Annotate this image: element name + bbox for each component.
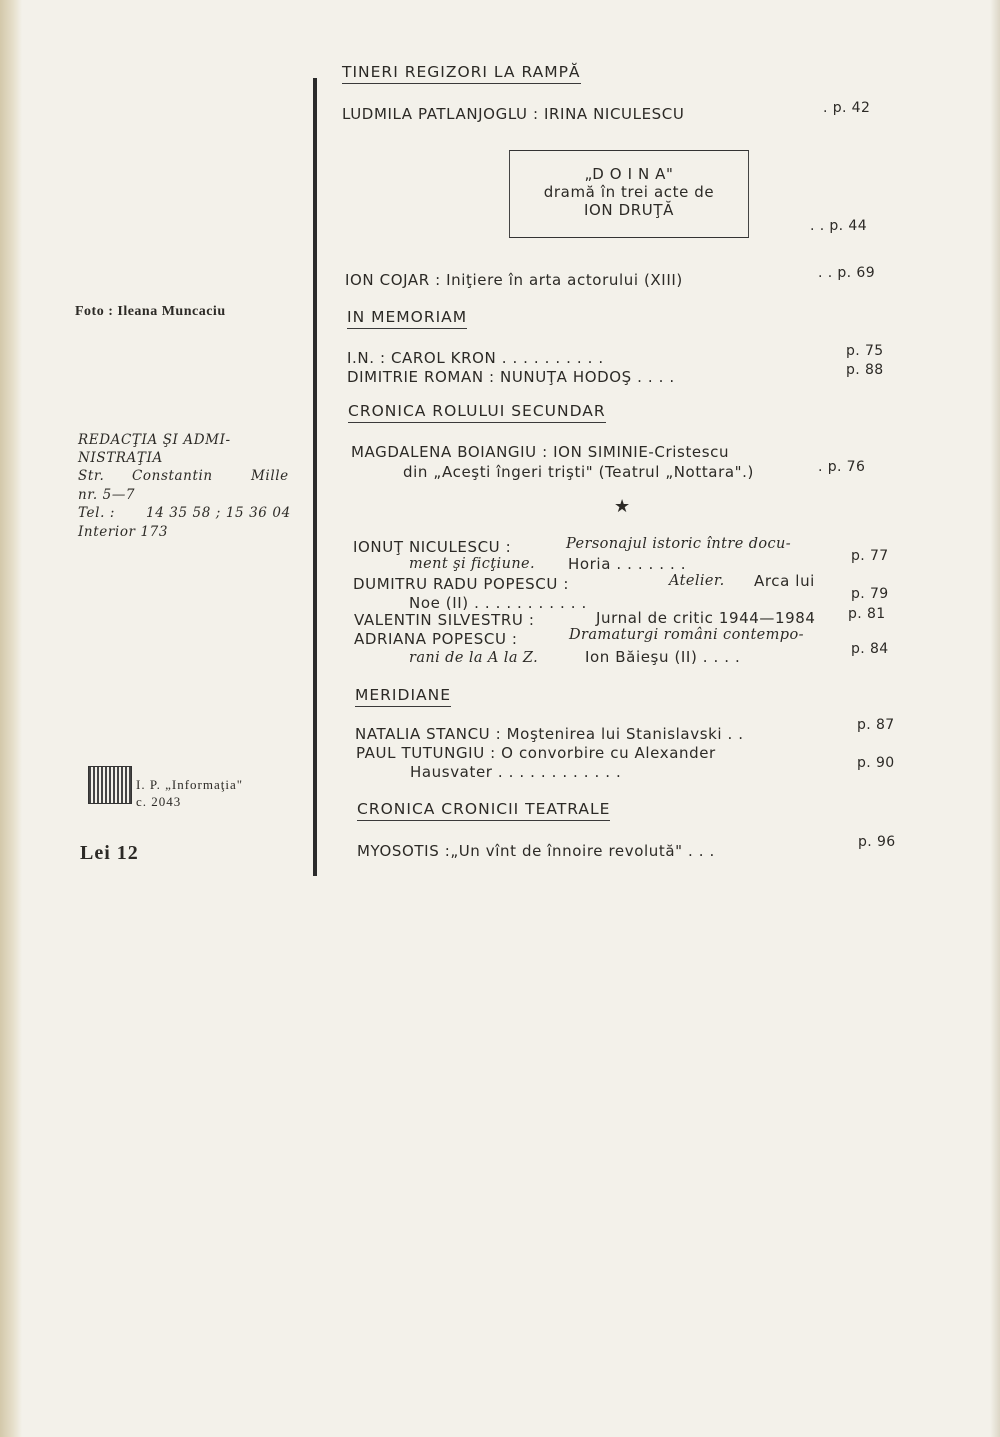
section-meridiane: MERIDIANE <box>355 686 451 707</box>
interior-number: Interior 173 <box>78 524 169 540</box>
toc-entry-niculescu-author: IONUŢ NICULESCU : <box>353 538 512 556</box>
tel-numbers: 14 35 58 ; 15 36 04 <box>146 505 291 521</box>
toc-entry-niculescu-title-cont: ment şi ficţiune. <box>409 556 536 572</box>
photo-credit: Foto : Ileana Muncaciu <box>75 304 226 319</box>
toc-entry-myosotis: MYOSOTIS :„Un vînt de înnoire revolută" . . . <box>357 842 715 860</box>
toc-entry-popescu-cont: Noe (II) . . . . . . . . . . . <box>409 594 587 612</box>
section-cronica-rolului: CRONICA ROLULUI SECUNDAR <box>348 402 606 423</box>
page-edge <box>990 0 1000 1437</box>
doina-title: „D O I N A" <box>584 165 674 183</box>
toc-entry-apopescu-author: ADRIANA POPESCU : <box>354 630 518 648</box>
section-cronica-cronicii: CRONICA CRONICII TEATRALE <box>357 800 610 821</box>
doina-box <box>509 150 749 238</box>
toc-entry-silvestru-title: Jurnal de critic 1944—1984 <box>596 609 816 627</box>
section-tineri-regizori: TINERI REGIZORI LA RAMPĂ <box>342 63 581 84</box>
toc-entry-boiangiu-cont: din „Aceşti îngeri trişti" (Teatrul „Nottara".) <box>403 463 754 481</box>
redactia-line-1: REDACŢIA ŞI ADMI- <box>78 432 231 448</box>
page-number: . . p. 69 <box>818 265 876 281</box>
section-in-memoriam: IN MEMORIAM <box>347 308 467 329</box>
page-number: p. 88 <box>846 362 884 378</box>
toc-entry-roman: DIMITRIE ROMAN : NUNUŢA HODOŞ . . . . <box>347 368 675 386</box>
tel-label: Tel. : <box>78 505 115 521</box>
page-number: . . p. 44 <box>810 218 868 234</box>
redactia-line-2: NISTRAŢIA <box>78 450 163 466</box>
page-number: p. 90 <box>857 755 895 771</box>
doina-subtitle: dramă în trei acte de <box>543 183 715 201</box>
page-number: p. 79 <box>851 586 889 602</box>
printer-order: c. 2043 <box>136 794 182 809</box>
price: Lei 12 <box>80 842 139 864</box>
printer-logo-icon <box>88 766 132 804</box>
toc-entry-boiangiu: MAGDALENA BOIANGIU : ION SIMINIE-Cristescu <box>351 443 730 461</box>
toc-entry-kron: I.N. : CAROL KRON . . . . . . . . . . <box>347 349 604 367</box>
toc-entry-popescu-author: DUMITRU RADU POPESCU : <box>353 575 569 593</box>
toc-entry-tutungiu-cont: Hausvater . . . . . . . . . . . . <box>410 763 622 781</box>
toc-entry-tutungiu: PAUL TUTUNGIU : O convorbire cu Alexander <box>356 744 716 762</box>
toc-entry-apopescu-subject: Ion Băieşu (II) . . . . <box>585 648 741 666</box>
toc-entry-niculescu-subject: Horia . . . . . . . <box>568 555 687 573</box>
street-name-2: Mille <box>251 468 289 484</box>
page-number: . p. 42 <box>823 100 871 116</box>
toc-entry-patlanjoglu: LUDMILA PATLANJOGLU : IRINA NICULESCU <box>342 105 685 123</box>
printer-name: I. P. „Informaţia" <box>136 777 244 792</box>
toc-entry-niculescu-title: Personajul istoric între docu- <box>566 536 792 552</box>
street-name: Constantin <box>132 468 213 484</box>
toc-entry-popescu-subject: Arca lui <box>754 572 815 590</box>
toc-entry-apopescu-title-cont: rani de la A la Z. <box>409 650 539 666</box>
page-number: . p. 76 <box>818 459 866 475</box>
page-number: p. 84 <box>851 641 889 657</box>
page-number: p. 77 <box>851 548 889 564</box>
toc-entry-silvestru-author: VALENTIN SILVESTRU : <box>354 611 535 629</box>
doina-author: ION DRUŢĂ <box>584 201 674 219</box>
toc-entry-cojar: ION COJAR : Iniţiere în arta actorului (XIII) <box>345 271 683 289</box>
page-number: p. 87 <box>857 717 895 733</box>
column-divider <box>313 78 317 876</box>
page-binding-shadow <box>0 0 22 1437</box>
star-separator-icon: ★ <box>614 496 631 517</box>
page-number: p. 75 <box>846 343 884 359</box>
street-number: nr. 5—7 <box>78 487 136 503</box>
toc-entry-apopescu-title: Dramaturgi români contempo- <box>569 627 804 643</box>
page-number: p. 96 <box>858 834 896 850</box>
toc-entry-popescu-title: Atelier. <box>669 573 725 589</box>
toc-entry-stancu: NATALIA STANCU : Moştenirea lui Stanislavski . . <box>355 725 744 743</box>
page-number: p. 81 <box>848 606 886 622</box>
street-label: Str. <box>78 468 105 484</box>
